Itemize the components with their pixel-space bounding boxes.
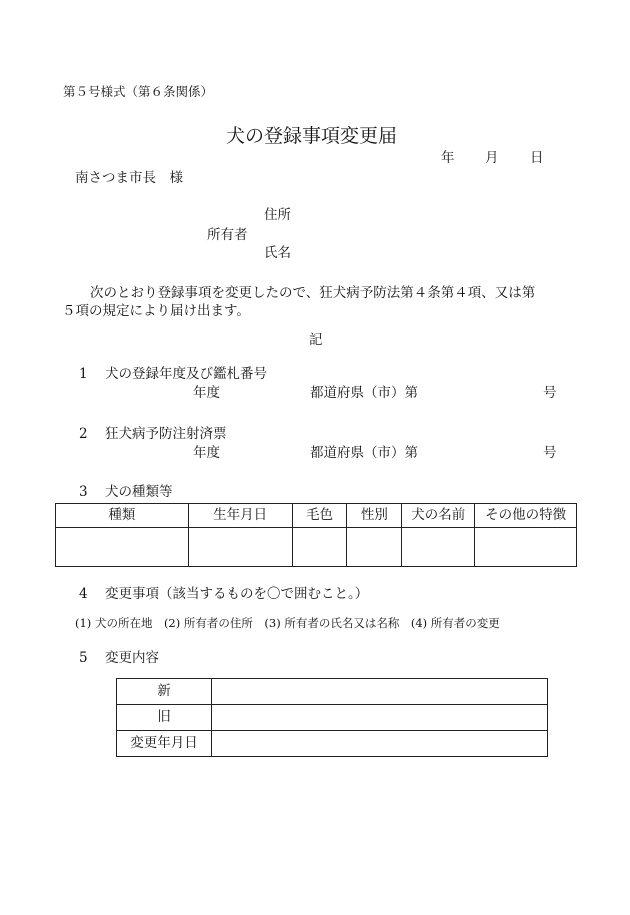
section-4-title: 変更事項（該当するものを〇で囲むこと。） [105, 586, 369, 602]
owner-address-label: 住所 [264, 207, 291, 223]
section-1-number-label: 号 [543, 385, 557, 401]
new-label: 新 [117, 679, 212, 705]
table-row [117, 705, 548, 731]
section-3-title: 犬の種類等 [105, 484, 173, 500]
form-number: 第５号様式（第６条関係） [63, 84, 214, 99]
birthdate-cell[interactable] [188, 528, 292, 567]
addressee: 南さつま市長 様 [75, 170, 183, 186]
col-header-sex: 性別 [347, 504, 402, 528]
section-1-number: 1 [79, 366, 88, 382]
date-year-label: 年 [441, 150, 455, 166]
type-cell[interactable] [56, 528, 189, 567]
date-month-label: 月 [485, 150, 499, 166]
col-header-dog-name: 犬の名前 [402, 504, 475, 528]
col-header-birthdate: 生年月日 [188, 504, 292, 528]
section-1-pref-label: 都道府県（市）第 [310, 385, 418, 401]
section-2-pref-label: 都道府県（市）第 [310, 445, 418, 461]
change-content-table [116, 678, 548, 757]
note-mark: 記 [309, 332, 323, 348]
col-header-type: 種類 [56, 504, 189, 528]
section-5-number: 5 [79, 650, 88, 666]
old-label: 旧 [117, 705, 212, 731]
section-1-year-label: 年度 [193, 385, 220, 401]
section-4-number: 4 [79, 586, 88, 602]
owner-label: 所有者 [207, 227, 248, 243]
change-date-label: 変更年月日 [117, 731, 212, 757]
dog-name-cell[interactable] [402, 528, 475, 567]
section-2-title: 狂犬病予防注射済票 [105, 426, 227, 442]
table-row [56, 528, 577, 567]
section-5-title: 変更内容 [105, 650, 159, 666]
section-2-number: 2 [79, 426, 88, 442]
table-row [117, 679, 548, 705]
date-day-label: 日 [530, 150, 544, 166]
body-text-line-1: 次のとおり登録事項を変更したので、狂犬病予防法第４条第４項、又は第 [90, 285, 536, 301]
section-2-number-label: 号 [543, 445, 557, 461]
new-value-cell[interactable] [212, 679, 548, 705]
col-header-coat-color: 毛色 [292, 504, 347, 528]
change-date-value-cell[interactable] [212, 731, 548, 757]
table-header-row [56, 504, 577, 528]
other-features-cell[interactable] [475, 528, 577, 567]
coat-color-cell[interactable] [292, 528, 347, 567]
section-2-year-label: 年度 [193, 445, 220, 461]
col-header-other-features: その他の特徴 [475, 504, 577, 528]
sex-cell[interactable] [347, 528, 402, 567]
owner-name-label: 氏名 [264, 245, 291, 261]
section-4-options: (1) 犬の所在地 (2) 所有者の住所 (3) 所有者の氏名又は名称 (4) 所有者の変更 [75, 616, 500, 630]
old-value-cell[interactable] [212, 705, 548, 731]
table-row [117, 731, 548, 757]
section-3-number: 3 [79, 484, 88, 500]
body-text-line-2: ５項の規定により届け出ます。 [62, 303, 250, 319]
section-1-title: 犬の登録年度及び鑑札番号 [105, 366, 267, 382]
form-title: 犬の登録事項変更届 [226, 125, 398, 147]
dog-type-table [55, 503, 577, 567]
